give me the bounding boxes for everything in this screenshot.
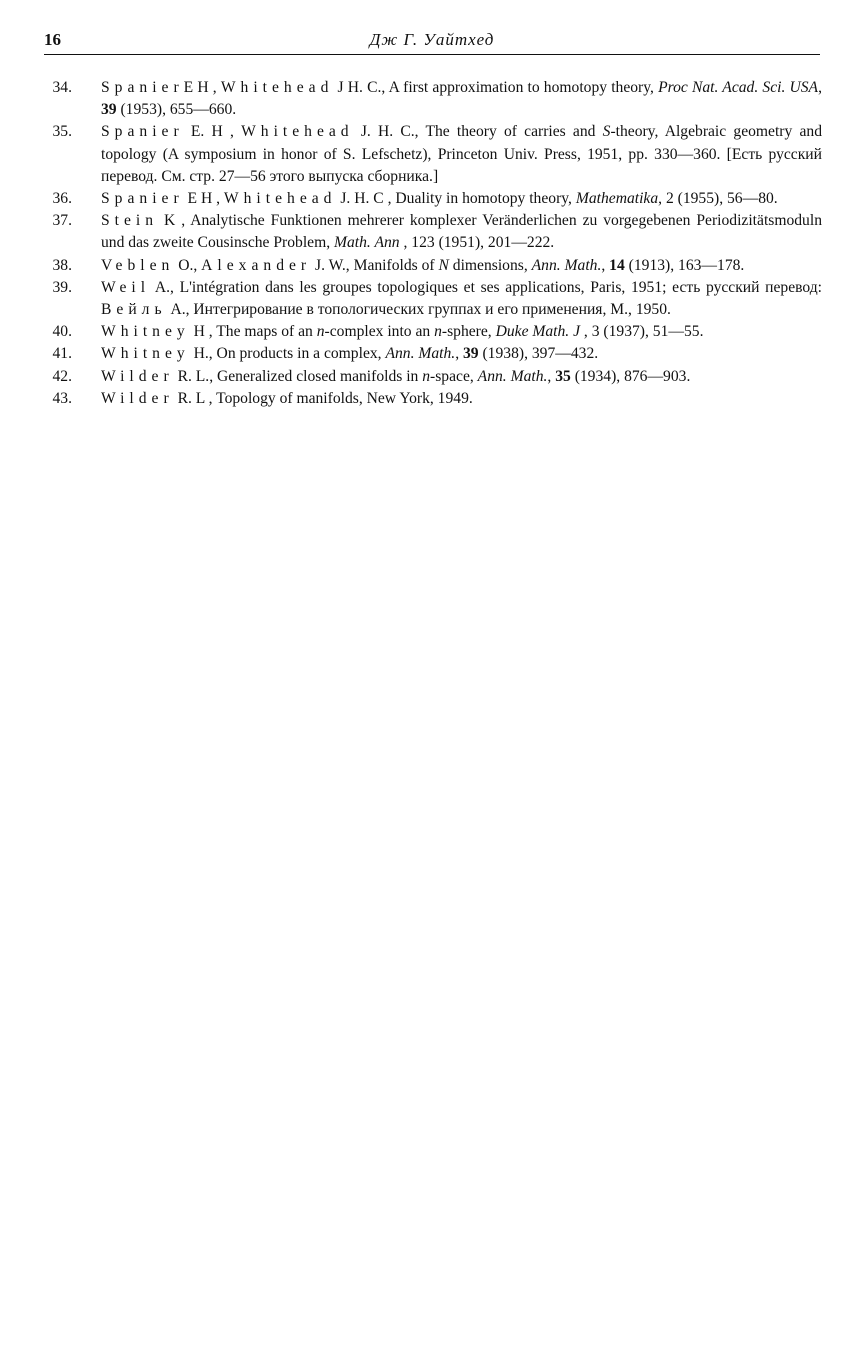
reference-item (44, 343, 822, 365)
reference-segment: H , The maps of an (189, 323, 317, 341)
reference-segment: dimensions, (448, 256, 532, 274)
reference-text (101, 257, 744, 274)
reference-item (44, 388, 822, 410)
reference-number: 43. (52, 389, 72, 407)
reference-number: 41. (52, 345, 72, 363)
reference-segment: R. L., Generalized closed manifolds in (173, 367, 423, 385)
reference-segment: O., (174, 256, 202, 274)
reference-segment: Proc Nat. Acad. Sci. USA (658, 79, 819, 96)
reference-segment: J. H. C , Duality in homotopy theory, (336, 190, 576, 208)
reference-text (101, 390, 473, 407)
reference-segment: 35 (555, 367, 571, 385)
reference-segment: H., On products in a complex, (189, 345, 386, 363)
reference-segment: Duke Math. J (495, 323, 581, 341)
reference-segment: K , Analytische Funktionen mehrerer komplexer Veränderlichen zu vorgegebenen Periodizitätsmoduln und das zweite Cousinsche Problem, (101, 212, 822, 252)
reference-number: 42. (52, 367, 72, 385)
reference-segment: Stein (101, 212, 159, 230)
reference-segment: J H. C., A first approximation to homotopy theory, (333, 79, 659, 96)
reference-segment: , (601, 256, 610, 274)
reference-segment: Whitehead (241, 123, 354, 141)
reference-segment: , 123 (1951), 201—222. (399, 234, 555, 252)
reference-segment: А., Интегрирование в топологических группах и его применения, М., 1950. (166, 301, 671, 319)
reference-item (44, 255, 822, 277)
reference-item (44, 366, 822, 388)
reference-segment: J. W., Manifolds of (311, 256, 439, 274)
reference-segment: Spanier (101, 123, 184, 141)
reference-item (44, 321, 822, 343)
reference-segment: 39 (101, 101, 117, 119)
reference-number: 36. (52, 190, 72, 208)
reference-segment: 39 (463, 345, 479, 363)
reference-text (101, 368, 690, 385)
page-header (44, 28, 820, 55)
reference-segment: a (127, 79, 140, 96)
reference-item (44, 277, 822, 321)
reference-list (44, 77, 822, 410)
reference-segment: Ann. Math. (385, 345, 456, 363)
reference-segment: 14 (609, 256, 625, 274)
reference-item (44, 210, 822, 254)
reference-item (44, 188, 822, 210)
reference-segment: E. H , (183, 123, 242, 141)
reference-segment: , (818, 79, 822, 96)
reference-item (44, 121, 822, 188)
reference-segment: Sp (101, 79, 128, 96)
reference-segment: Ann. Math. (531, 256, 602, 274)
reference-number: 34. (52, 79, 72, 96)
reference-segment: (1934), 876—903. (570, 367, 691, 385)
reference-text (101, 323, 703, 340)
reference-segment: n (434, 323, 442, 341)
reference-segment: nier (139, 79, 184, 96)
reference-text (101, 345, 598, 362)
reference-segment: Whitney (101, 345, 190, 363)
reference-segment: Math. Ann (334, 234, 400, 252)
reference-segment: Whitney (101, 323, 190, 341)
reference-segment: Mathematika (575, 190, 659, 208)
reference-segment: n (316, 323, 325, 341)
reference-segment: E H , (183, 79, 221, 96)
reference-segment: -theory, Algebraic geometry and topology (A symposium in honor of S. Lefschetz), Princeton Univ. Press, 1951, pp. 330—360. [Есть русский перевод. См. стр. 27—56 этого выпуска сборника.] (101, 123, 823, 185)
reference-segment: , 3 (1937), 51—55. (580, 323, 704, 341)
reference-segment: Wilder (101, 367, 174, 385)
reference-segment: Whitehead (223, 190, 337, 208)
reference-number: 38. (52, 256, 72, 274)
reference-segment: Wilder (101, 389, 174, 407)
reference-segment: -space, (430, 367, 478, 385)
reference-segment: E H , (183, 190, 224, 208)
reference-text (101, 123, 822, 184)
reference-text (101, 190, 778, 207)
reference-text (101, 279, 822, 318)
reference-segment: Ann. Math. (477, 367, 548, 385)
running-head: Дж Г. Уайтхед (369, 30, 495, 49)
reference-segment: Alexander (201, 256, 312, 274)
reference-segment: N (438, 256, 449, 274)
reference-segment: Вейль (101, 301, 167, 319)
reference-segment: , 2 (1955), 56—80. (658, 190, 778, 208)
reference-segment: n (422, 367, 431, 385)
reference-segment: Whitehead (220, 79, 334, 96)
page-number: 16 (44, 30, 61, 49)
reference-segment: Weil (101, 278, 151, 296)
reference-number: 35. (52, 123, 72, 141)
reference-segment: (1938), 397—432. (478, 345, 599, 363)
reference-segment: S (602, 123, 611, 141)
reference-segment: , (547, 367, 556, 385)
reference-segment: , (455, 345, 463, 363)
reference-segment: A., L'intégration dans les groupes topologiques et ses applications, Paris, 1951; есть русский перевод: (150, 278, 822, 296)
reference-item (44, 77, 822, 121)
reference-segment: (1913), 163—178. (624, 256, 745, 274)
reference-segment: Spanier (101, 190, 184, 208)
reference-segment: -sphere, (441, 323, 496, 341)
reference-segment: -complex into an (324, 323, 435, 341)
reference-number: 40. (52, 323, 72, 341)
reference-number: 37. (52, 212, 72, 230)
reference-text (101, 79, 822, 118)
reference-segment: R. L , Topology of manifolds, New York, 1949. (173, 389, 473, 407)
reference-segment: (1953), 655—660. (116, 101, 237, 119)
reference-segment: J. H. C., The theory of carries and (353, 123, 603, 141)
reference-segment: Veblen (101, 256, 175, 274)
reference-text (101, 212, 822, 251)
reference-number: 39. (52, 278, 72, 296)
